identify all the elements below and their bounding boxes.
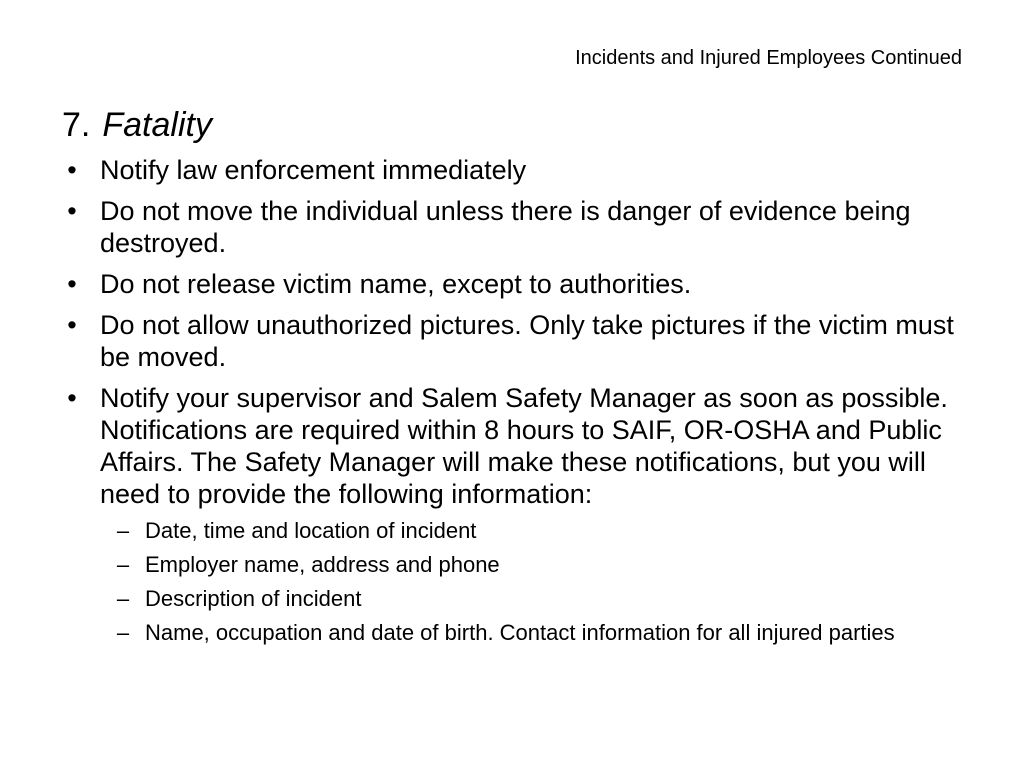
dash-icon: – [116, 620, 130, 645]
sub-bullet-list [100, 518, 972, 646]
dash-icon: – [116, 586, 130, 611]
bullet-item [62, 309, 972, 373]
sub-bullet-item [100, 518, 972, 544]
bullet-icon: • [67, 196, 77, 226]
bullet-icon: • [67, 383, 77, 413]
slide-title: Incidents and Injured Employees Continued [575, 47, 962, 69]
bullet-text: Notify your supervisor and Salem Safety Manager as soon as possible. Notifications are required within 8 hours to SAIF, OR-OSHA and Public Affairs. The Safety Manager will make these notifications, but you will need to provide the following information: [100, 383, 948, 509]
bullet-icon: • [67, 269, 77, 299]
bullet-item [62, 382, 972, 646]
bullet-item [62, 154, 972, 186]
sub-bullet-text: Date, time and location of incident [145, 518, 477, 543]
bullet-text: Do not allow unauthorized pictures. Only take pictures if the victim must be moved. [100, 310, 954, 372]
heading-number: 7. [62, 106, 91, 144]
dash-icon: – [116, 552, 130, 577]
bullet-item [62, 268, 972, 300]
bullet-list [62, 154, 972, 655]
sub-bullet-item [100, 620, 972, 646]
bullet-text: Do not release victim name, except to authorities. [100, 269, 692, 299]
section-heading [62, 104, 212, 146]
sub-bullet-item [100, 552, 972, 578]
bullet-item [62, 195, 972, 259]
sub-bullet-text: Name, occupation and date of birth. Contact information for all injured parties [145, 620, 895, 645]
bullet-text: Notify law enforcement immediately [100, 155, 527, 185]
dash-icon: – [116, 518, 130, 543]
bullet-icon: • [67, 155, 77, 185]
bullet-text: Do not move the individual unless there is danger of evidence being destroyed. [100, 196, 911, 258]
sub-bullet-text: Employer name, address and phone [145, 552, 500, 577]
bullet-icon: • [67, 310, 77, 340]
sub-bullet-text: Description of incident [145, 586, 362, 611]
heading-text: Fatality [102, 106, 212, 144]
sub-bullet-item [100, 586, 972, 612]
